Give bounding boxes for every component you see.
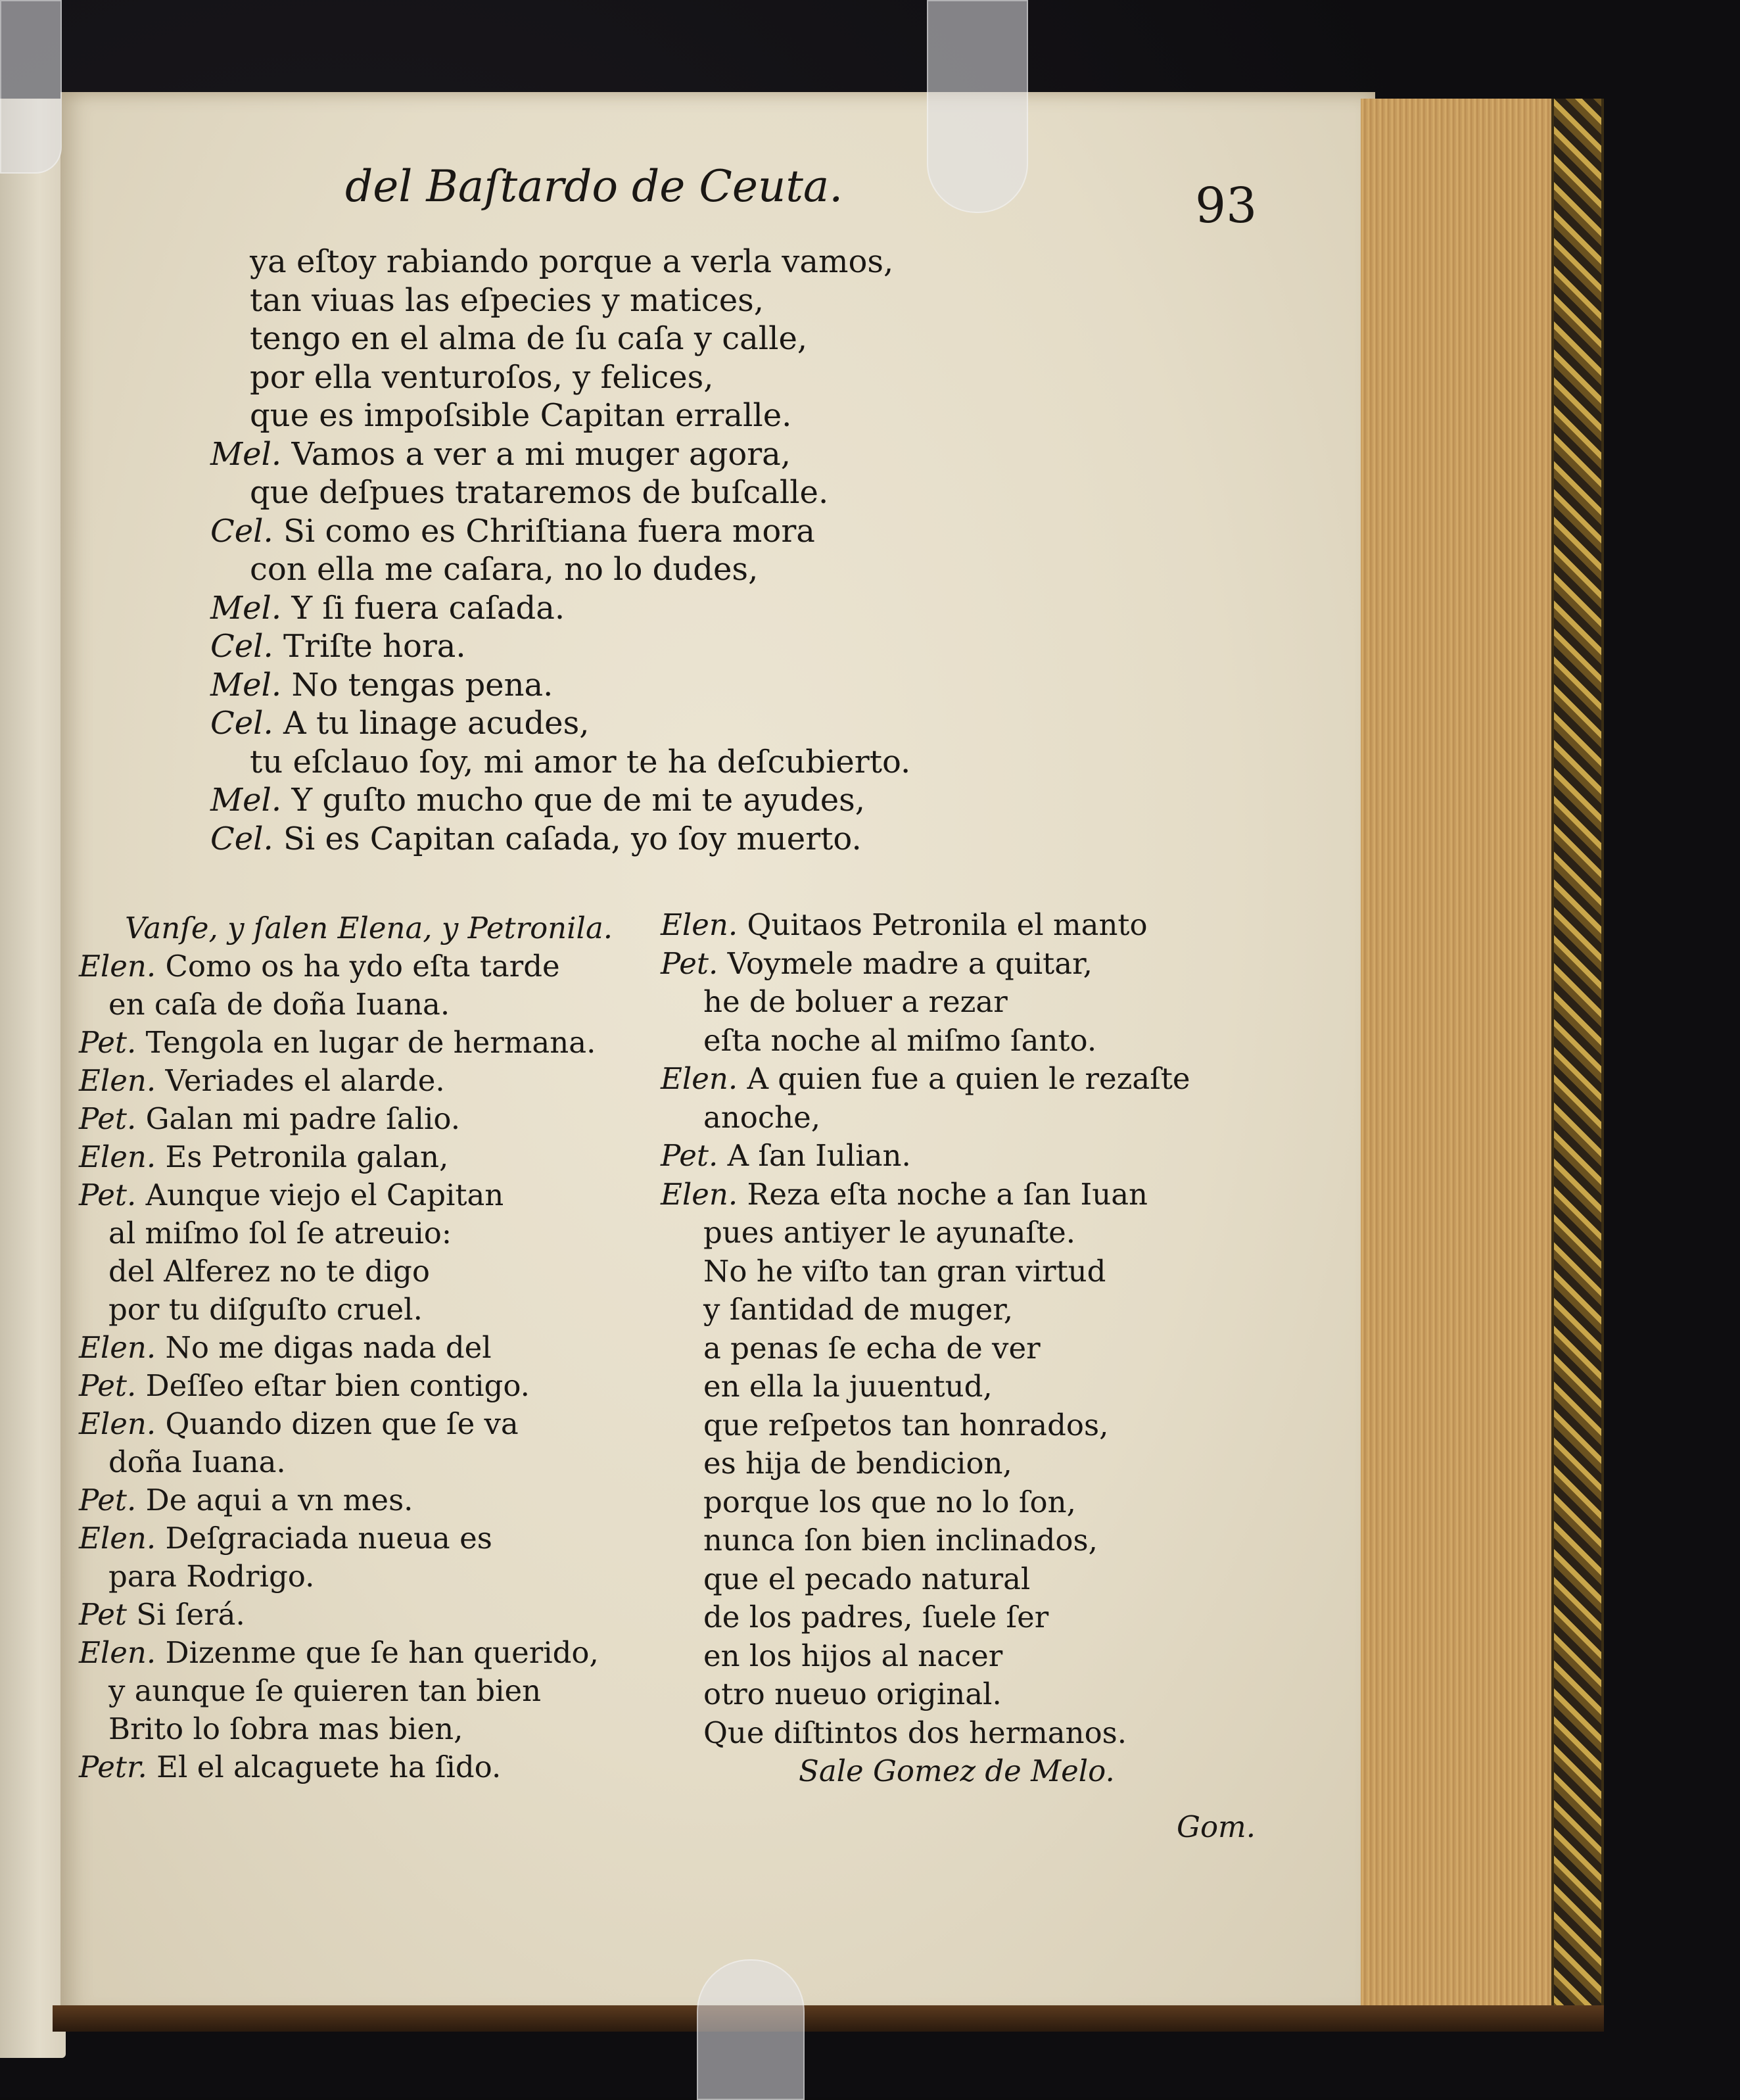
verse-line xyxy=(79,1635,599,1670)
verse-line xyxy=(250,474,828,511)
page-number: 93 xyxy=(1195,178,1258,234)
verse-line xyxy=(210,628,466,665)
line-text: nunca ſon bien inclinados, xyxy=(703,1523,1098,1558)
verse-line xyxy=(703,984,1008,1019)
verse-line xyxy=(703,1715,1127,1750)
verse-line xyxy=(79,1101,460,1136)
verse-line xyxy=(703,1523,1098,1558)
line-text: Deſſeo eſtar bien contigo. xyxy=(145,1368,530,1403)
speaker-label: Cel. xyxy=(210,628,273,665)
line-text: Y ſi fuera caſada. xyxy=(291,589,565,627)
verse-line xyxy=(79,1483,413,1517)
line-text: A quien fue a quien le rezaſte xyxy=(747,1061,1190,1096)
verse-line xyxy=(661,1138,911,1173)
speaker-label: Mel. xyxy=(210,782,282,819)
speaker-label: Elen. xyxy=(79,1063,156,1098)
binding-bottom-edge xyxy=(53,2005,1604,2032)
verse-line xyxy=(661,1061,1190,1096)
line-text: tengo en el alma de ſu caſa y calle, xyxy=(250,320,808,357)
verse-line xyxy=(703,1485,1076,1519)
page-clip-top xyxy=(927,0,1028,213)
verse-line xyxy=(210,590,565,627)
speaker-label: Mel. xyxy=(210,589,282,627)
verse-line xyxy=(79,1750,501,1784)
line-text: Deſgraciada nueua es xyxy=(165,1521,492,1556)
verse-line xyxy=(210,513,815,550)
verse-line xyxy=(108,987,450,1022)
line-text: eſta noche al miſmo ſanto. xyxy=(703,1022,1097,1058)
line-text: anoche, xyxy=(703,1099,821,1135)
line-text: con ella me caſara, no lo dudes, xyxy=(250,551,759,588)
line-text: Si es Capitan caſada, yo ſoy muerto. xyxy=(283,820,862,857)
verse-line xyxy=(108,1444,286,1479)
verse-line xyxy=(108,1216,452,1251)
verse-line xyxy=(661,907,1148,942)
left-page-edge xyxy=(0,99,66,2058)
verse-line xyxy=(79,1330,492,1365)
speaker-label: Cel. xyxy=(210,705,273,742)
speaker-label: Mel. xyxy=(210,435,282,473)
line-text: que deſpues trataremos de buſcalle. xyxy=(250,474,829,511)
line-text: y ſantidad de muger, xyxy=(703,1292,1014,1327)
page-fore-edge xyxy=(1361,99,1558,2012)
verse-line xyxy=(703,1677,1002,1711)
verse-line xyxy=(703,1369,993,1404)
line-text: De aqui a vn mes. xyxy=(145,1483,413,1517)
line-text: El el alcaguete ha ſido. xyxy=(156,1750,502,1784)
verse-line xyxy=(108,1673,541,1708)
verse-line xyxy=(703,1600,1048,1635)
line-text: Quando dizen que ſe va xyxy=(165,1406,519,1441)
line-text: Como os ha ydo eſta tarde xyxy=(165,949,560,984)
line-text: porque los que no lo ſon, xyxy=(703,1484,1076,1519)
speaker-label: Elen. xyxy=(661,1176,738,1212)
verse-line xyxy=(210,436,791,473)
line-text: para Rodrigo. xyxy=(108,1559,315,1594)
speaker-label: Pet. xyxy=(79,1101,137,1136)
verse-line xyxy=(250,359,714,396)
line-text: es hija de bendicion, xyxy=(703,1446,1012,1481)
speaker-label: Elen. xyxy=(79,1521,156,1556)
verse-line xyxy=(79,949,560,984)
speaker-label: Elen. xyxy=(79,1406,156,1441)
verse-line xyxy=(703,1331,1041,1366)
verse-line xyxy=(250,551,758,588)
line-text: Quitaos Petronila el manto xyxy=(747,907,1148,942)
speaker-label: Elen. xyxy=(79,1139,156,1174)
speaker-label: Pet. xyxy=(661,1138,718,1173)
verse-line xyxy=(108,1559,314,1594)
speaker-label: Elen. xyxy=(79,949,156,984)
verse-line xyxy=(250,282,764,319)
verse-line xyxy=(250,744,910,780)
line-text: Veriades el alarde. xyxy=(165,1063,445,1098)
stage-direction: Vanſe, y ſalen Elena, y Petronila. xyxy=(125,911,613,945)
verse-line xyxy=(108,1254,430,1289)
verse-line xyxy=(79,1025,596,1060)
line-text: del Alferez no te digo xyxy=(108,1254,430,1289)
line-text: A ſan Iulian. xyxy=(727,1138,911,1173)
line-text: por ella venturoſos, y felices, xyxy=(250,358,714,396)
speaker-label: Pet xyxy=(79,1597,127,1632)
speaker-label: Pet. xyxy=(79,1368,137,1403)
verse-line xyxy=(79,1139,448,1174)
line-text: Dizenme que ſe han querido, xyxy=(165,1635,599,1670)
speaker-label: Pet. xyxy=(661,945,718,981)
line-text: tu eſclauo ſoy, mi amor te ha deſcubierto. xyxy=(250,743,911,780)
verse-line xyxy=(703,1446,1012,1481)
speaker-label: Mel. xyxy=(210,666,282,704)
line-text: en los hijos al nacer xyxy=(703,1638,1003,1673)
line-text: tan viuas las eſpecies y matices, xyxy=(250,281,764,319)
verse-line xyxy=(79,1406,519,1441)
line-text: Tengola en lugar de hermana. xyxy=(145,1025,596,1060)
line-text: que reſpetos tan honrados, xyxy=(703,1407,1109,1443)
line-text: por tu diſguſto cruel. xyxy=(108,1292,423,1327)
line-text: que es impoſsible Capitan erralle. xyxy=(250,397,792,434)
line-text: Voymele madre a quitar, xyxy=(727,945,1093,981)
verse-line xyxy=(79,1063,445,1098)
line-text: Si ſerá. xyxy=(136,1597,245,1632)
line-text: otro nueuo original. xyxy=(703,1677,1002,1711)
verse-line xyxy=(799,1754,1115,1788)
line-text: Reza eſta noche a ſan Iuan xyxy=(747,1176,1148,1212)
line-text: Triſte hora. xyxy=(283,628,466,665)
line-text: en caſa de doña Iuana. xyxy=(108,987,450,1022)
verse-line xyxy=(250,243,893,280)
speaker-label: Elen. xyxy=(661,1061,738,1096)
verse-line xyxy=(79,1178,504,1212)
line-text: Es Petronila galan, xyxy=(165,1139,449,1174)
verse-line xyxy=(703,1100,820,1135)
verse-line xyxy=(210,667,553,704)
verse-line xyxy=(703,1638,1002,1673)
speaker-label: Pet. xyxy=(79,1178,137,1212)
speaker-label: Pet. xyxy=(79,1025,137,1060)
line-text: ya eſtoy rabiando porque a verla vamos, xyxy=(250,243,894,280)
verse-line xyxy=(703,1408,1108,1443)
line-text: A tu linage acudes, xyxy=(283,705,590,742)
verse-line xyxy=(108,1711,463,1746)
speaker-label: Petr. xyxy=(79,1750,147,1784)
speaker-label: Elen. xyxy=(661,907,738,942)
verse-line xyxy=(210,821,862,857)
catchword: Gom. xyxy=(1177,1809,1256,1844)
line-text: a penas ſe echa de ver xyxy=(703,1330,1041,1366)
verse-line xyxy=(79,1521,492,1556)
page-clip-bottom xyxy=(697,1959,805,2100)
running-title: del Baſtardo de Ceuta. xyxy=(345,161,843,212)
verse-line xyxy=(79,1597,245,1632)
verse-line xyxy=(703,1562,1030,1596)
verse-line xyxy=(125,911,613,945)
line-text: No he viſto tan gran virtud xyxy=(703,1253,1106,1289)
verse-line xyxy=(108,1292,423,1327)
verse-line xyxy=(250,320,807,357)
line-text: he de boluer a rezar xyxy=(703,984,1008,1019)
line-text: doña Iuana. xyxy=(108,1444,286,1479)
line-text: de los padres, ſuele ſer xyxy=(703,1600,1049,1635)
verse-line xyxy=(79,1368,530,1403)
verse-line xyxy=(210,705,589,742)
verse-line xyxy=(661,1177,1148,1212)
verse-line xyxy=(661,946,1093,981)
verse-line xyxy=(703,1215,1075,1250)
verse-line xyxy=(210,782,865,819)
speaker-label: Elen. xyxy=(79,1635,156,1670)
line-text: pues antiyer le ayunaſte. xyxy=(703,1215,1076,1250)
line-text: Que diſtintos dos hermanos. xyxy=(703,1715,1127,1750)
line-text: Si como es Chriſtiana fuera mora xyxy=(283,512,815,550)
line-text: que el pecado natural xyxy=(703,1561,1031,1596)
line-text: Y guſto mucho que de mi te ayudes, xyxy=(291,782,866,819)
speaker-label: Elen. xyxy=(79,1330,156,1365)
gilt-tooled-border xyxy=(1551,99,1604,2012)
verse-line xyxy=(703,1023,1096,1058)
verse-line xyxy=(703,1254,1106,1289)
line-text: y aunque ſe quieren tan bien xyxy=(108,1673,542,1708)
line-text: Vamos a ver a mi muger agora, xyxy=(291,435,791,473)
line-text: No tengas pena. xyxy=(291,666,553,704)
line-text: No me digas nada del xyxy=(165,1330,492,1365)
stage-direction: Sale Gomez de Melo. xyxy=(799,1754,1115,1788)
line-text: Brito lo ſobra mas bien, xyxy=(108,1711,463,1746)
verse-line xyxy=(703,1292,1013,1327)
page-clip-left xyxy=(0,0,62,174)
speaker-label: Cel. xyxy=(210,820,273,857)
verse-line xyxy=(250,397,791,434)
line-text: Aunque viejo el Capitan xyxy=(145,1178,504,1212)
speaker-label: Pet. xyxy=(79,1483,137,1517)
line-text: en ella la juuentud, xyxy=(703,1369,993,1404)
line-text: Galan mi padre ſalio. xyxy=(145,1101,461,1136)
speaker-label: Cel. xyxy=(210,512,273,550)
line-text: al miſmo ſol ſe atreuio: xyxy=(108,1216,452,1251)
